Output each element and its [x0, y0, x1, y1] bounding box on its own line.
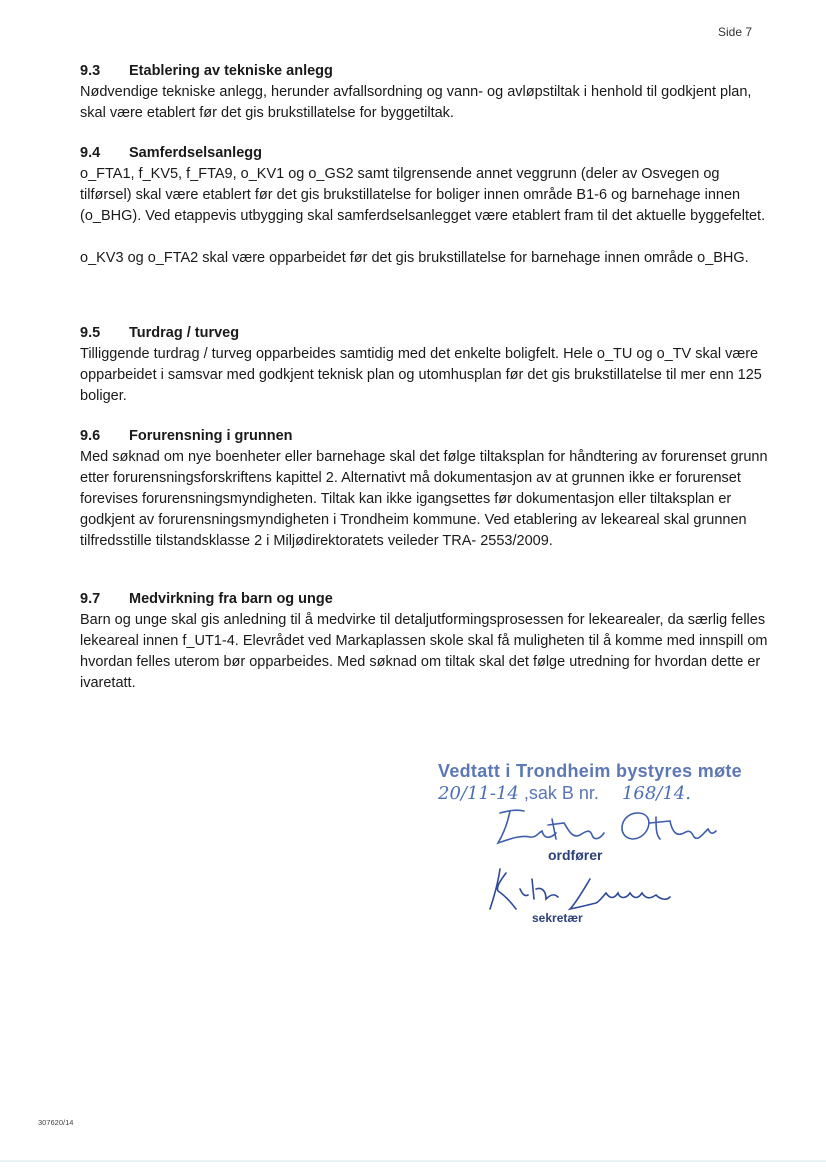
section-number: 9.6: [80, 428, 101, 444]
section-heading: [80, 588, 770, 610]
page-number: Side 7: [718, 25, 753, 39]
section-number: 9.3: [80, 63, 101, 79]
section-9-5: [80, 322, 770, 407]
section-heading: [80, 60, 770, 82]
secretary-title: sekretær: [532, 911, 583, 925]
bottom-rule: [0, 1160, 826, 1162]
section-paragraph: Tilliggende turdrag / turveg opparbeides samtidig med det enkelte boligfelt. Hele o_TU og o_TV skal være opparbeidet i samsvar med godkjent teknisk plan og utomhusplan før det gis brukstillatelse til mer enn 125 boliger.: [80, 346, 762, 404]
section-paragraph: Med søknad om nye boenheter eller barnehage skal det følge tiltaksplan for håndtering av forurenset grunn etter forurensningsforskriftens kapittel 2. Alternativt må dokumentasjon av at grunnen ikke er forurenset forevises forurensningsmyndigheten. Tiltak kan ikke igangsettes før dokumentasjon eller tiltaksplan er godkjent av forurensningsmyndigheten i Trondheim kommune. Ved etablering av lekeareal skal grunnen tilfredsstille tilstandsklasse 2 i Miljødirektoratets veileder TRA- 2553/2009.: [80, 449, 768, 549]
document-id: 307620/14: [38, 1118, 74, 1127]
section-number: 9.7: [80, 591, 101, 607]
mayor-title: ordfører: [548, 847, 603, 863]
section-paragraph: o_FTA1, f_KV5, f_FTA9, o_KV1 og o_GS2 samt tilgrensende annet veggrunn (deler av Osvegen og tilførsel) skal være etablert før det gis brukstillatelse for boliger innen område B1-6 og barnehage innen (o_BHG). Ved etappevis utbygging skal samferdselsanlegget være etablert fram til det aktuelle byggefeltet.: [80, 166, 766, 224]
section-9-4: [80, 142, 770, 269]
stamp-handwritten-case-number: 168/14.: [621, 783, 691, 804]
section-title: Forurensning i grunnen: [129, 428, 293, 444]
section-heading: [80, 142, 770, 164]
section-title: Medvirkning fra barn og unge: [129, 591, 333, 607]
stamp-case-label: ,sak B nr.: [523, 783, 599, 803]
section-paragraph: o_KV3 og o_FTA2 skal være opparbeidet før det gis brukstillatelse for barnehage innen område o_BHG.: [80, 250, 749, 266]
section-9-6: [80, 425, 770, 552]
stamp-handwritten-date: 20/11-14: [438, 783, 519, 804]
section-number: 9.5: [80, 325, 101, 341]
section-title: Samferdselsanlegg: [129, 145, 262, 161]
section-9-7: [80, 588, 770, 694]
section-heading: [80, 425, 770, 447]
stamp-approval-text: Vedtatt i Trondheim bystyres møte: [438, 761, 742, 781]
section-paragraph: Barn og unge skal gis anledning til å medvirke til detaljutformingsprosessen for lekearealer, da særlig felles lekeareal innen f_UT1-4. Elevrådet ved Markaplassen skole skal få muligheten til å komme med innspill om hvordan felles uterom bør opparbeides. Med søknad om tiltak skal det følge utredning for hvordan dette er ivaretatt.: [80, 612, 768, 691]
section-title: Turdrag / turveg: [129, 325, 240, 341]
section-paragraph: Nødvendige tekniske anlegg, herunder avfallsordning og vann- og avløpstiltak i henhold til godkjent plan, skal være etablert før det gis brukstillatelse for byggetiltak.: [80, 84, 752, 121]
section-9-3: [80, 60, 770, 124]
approval-stamp: [430, 755, 770, 945]
secretary-signature: [480, 859, 680, 919]
section-title: Etablering av tekniske anlegg: [129, 63, 333, 79]
section-heading: [80, 322, 770, 344]
mayor-signature: [480, 799, 720, 849]
section-number: 9.4: [80, 145, 101, 161]
